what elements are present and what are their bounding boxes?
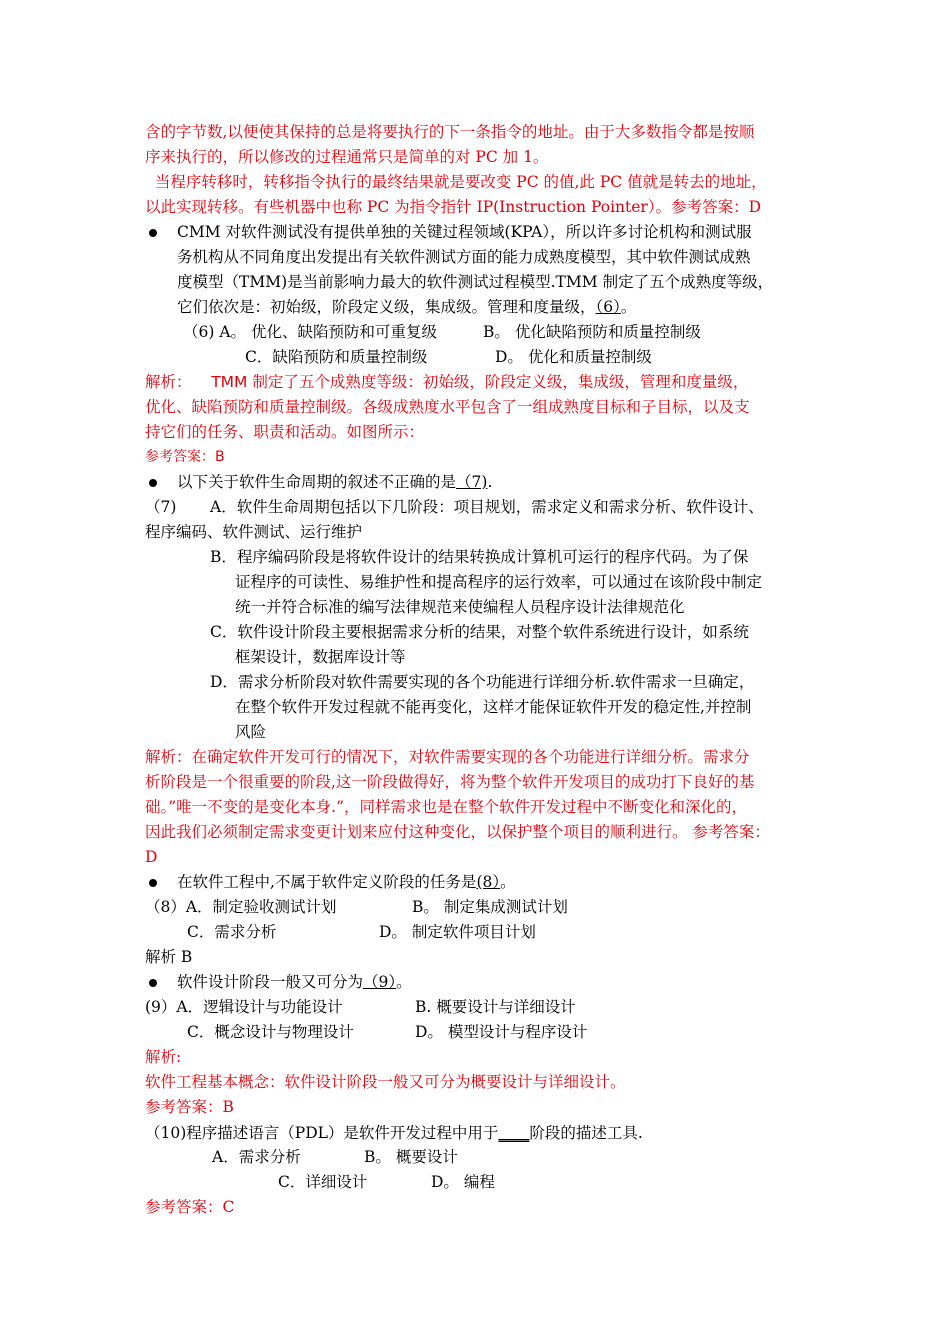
q8-blank: (8） bbox=[476, 873, 501, 891]
q7-blank: （7) bbox=[456, 473, 488, 491]
q6-option-b: B。 优化缺陷预防和质量控制级 bbox=[483, 323, 701, 341]
q8-analysis: 解析 B bbox=[145, 948, 193, 966]
q6-option-d: D。 优化和质量控制级 bbox=[495, 348, 652, 366]
bullet-icon bbox=[149, 879, 157, 887]
q7-option-b-line-3: 统一并符合标准的编写法律规范来使编程人员程序设计法律规范化 bbox=[235, 598, 685, 616]
q10-option-b: B。 概要设计 bbox=[364, 1148, 458, 1166]
q10-options-row-1 bbox=[145, 1145, 815, 1170]
q10-answer: 参考答案：C bbox=[145, 1198, 235, 1216]
q6-option-a: （6) A。 优化、缺陷预防和可重复级 bbox=[183, 323, 437, 341]
q9-stem-text: 软件设计阶段一般又可分为 bbox=[177, 973, 364, 991]
q6-analysis-line-1: 解析： TMM 制定了五个成熟度等级：初始级，阶段定义级，集成级，管理和度量级， bbox=[145, 373, 749, 391]
q6-stem-text-1: CMM 对软件测试没有提供单独的关键过程领域(KPA），所以许多讨论机构和测试服 bbox=[177, 223, 752, 241]
document-page bbox=[145, 120, 815, 1220]
q9-stem-line bbox=[145, 970, 815, 995]
q8-option-d: D。 制定软件项目计划 bbox=[379, 923, 536, 941]
q6-stem-line-1 bbox=[145, 220, 815, 245]
q6-analysis-line-3: 持它们的任务、职责和活动。如图所示： bbox=[145, 423, 425, 441]
q10-stem-end: 阶段的描述工具. bbox=[529, 1124, 643, 1142]
q6-analysis-line-2: 优化、缺陷预防和质量控制级。各级成熟度水平包含了一组成熟度目标和子目标，以及支 bbox=[145, 398, 750, 416]
q8-option-a: （8）A．制定验收测试计划 bbox=[145, 898, 337, 916]
q9-answer: 参考答案：B bbox=[145, 1098, 234, 1116]
q7-option-b-line-2: 证程序的可读性、易维护性和提高程序的运行效率，可以通过在该阶段中制定 bbox=[235, 573, 763, 591]
q10-options-row-2 bbox=[145, 1170, 815, 1195]
q6-stem-text-4: 它们依次是：初始级，阶段定义级，集成级。管理和度量级， bbox=[177, 298, 596, 316]
q8-stem-end: 。 bbox=[500, 873, 516, 891]
q9-analysis-label: 解析: bbox=[145, 1048, 182, 1066]
q10-option-d: D。 编程 bbox=[431, 1173, 495, 1191]
q7-option-c-line-1: C．软件设计阶段主要根据需求分析的结果，对整个软件系统进行设计，如系统 bbox=[210, 623, 749, 641]
q7-stem-line bbox=[145, 470, 815, 495]
q7-option-d-line-3: 风险 bbox=[235, 723, 267, 741]
q9-option-c: C．概念设计与物理设计 bbox=[187, 1023, 354, 1041]
q6-answer: 参考答案：B bbox=[145, 449, 225, 465]
bullet-icon bbox=[149, 229, 157, 237]
q6-blank: （6） bbox=[595, 298, 621, 316]
q8-stem-line bbox=[145, 870, 815, 895]
q9-option-a: (9）A．逻辑设计与功能设计 bbox=[145, 998, 343, 1016]
q9-stem-end: 。 bbox=[396, 973, 412, 991]
q9-analysis: 软件工程基本概念：软件设计阶段一般又可分为概要设计与详细设计。 bbox=[145, 1073, 626, 1091]
q9-option-b: B. 概要设计与详细设计 bbox=[415, 998, 576, 1016]
q7-analysis-line-5: D bbox=[145, 848, 158, 866]
q7-option-a-line-1 bbox=[145, 495, 815, 520]
intro-line-1: 含的字节数,以便使其保持的总是将要执行的下一条指令的地址。由于大多数指令都是按顺 bbox=[145, 123, 755, 141]
intro-line-2: 序来执行的，所以修改的过程通常只是简单的对 PC 加 1。 bbox=[145, 148, 549, 166]
q6-stem-line-4 bbox=[145, 295, 815, 320]
q9-options-row-2 bbox=[145, 1020, 815, 1045]
q7-option-c-line-2: 框架设计，数据库设计等 bbox=[235, 648, 406, 666]
q10-option-c: C．详细设计 bbox=[278, 1173, 368, 1191]
bullet-icon bbox=[149, 479, 157, 487]
q7-option-b-line-1: B．程序编码阶段是将软件设计的结果转换成计算机可运行的程序代码。为了保 bbox=[210, 548, 749, 566]
q8-options-row-2 bbox=[145, 920, 815, 945]
q9-blank: （9） bbox=[363, 973, 397, 991]
q6-stem-end: 。 bbox=[620, 298, 637, 316]
q7-analysis-line-1: 解析：在确定软件开发可行的情况下，对软件需要实现的各个功能进行详细分析。需求分 bbox=[145, 748, 750, 766]
q9-option-d: D。 模型设计与程序设计 bbox=[415, 1023, 588, 1041]
q7-stem-end: . bbox=[487, 473, 493, 491]
q6-option-c: C．缺陷预防和质量控制级 bbox=[245, 348, 428, 366]
q8-option-c: C．需求分析 bbox=[187, 923, 277, 941]
q8-options-row-1 bbox=[145, 895, 815, 920]
q7-option-a-text-1: A．软件生命周期包括以下几阶段：项目规划，需求定义和需求分析、软件设计、 bbox=[210, 498, 764, 516]
q6-stem-line-3: 度模型（TMM)是当前影响力最大的软件测试过程模型.TMM 制定了五个成熟度等级， bbox=[177, 273, 774, 291]
q7-analysis-line-3: 础。”唯一不变的是变化本身.”，同样需求也是在整个软件开发过程中不断变化和深化的， bbox=[145, 798, 748, 816]
q10-stem-line bbox=[145, 1120, 815, 1145]
q10-blank: ____ bbox=[498, 1123, 530, 1142]
q6-options-row-2 bbox=[145, 345, 815, 370]
q10-option-a: A．需求分析 bbox=[212, 1148, 301, 1166]
q7-number: （7) bbox=[145, 498, 177, 516]
q7-analysis-line-2: 析阶段是一个很重要的阶段,这一阶段做得好，将为整个软件开发项目的成功打下良好的基 bbox=[145, 773, 755, 791]
q6-options-row-1 bbox=[145, 320, 815, 345]
q8-option-b: B。 制定集成测试计划 bbox=[412, 898, 568, 916]
intro-line-4: 以此实现转移。有些机器中也称 PC 为指令指针 IP(Instruction Pointer）。参考答案：D bbox=[145, 198, 762, 216]
intro-line-3: 当程序转移时，转移指令执行的最终结果就是要改变 PC 的值,此 PC 值就是转去的地址， bbox=[145, 173, 767, 191]
q6-stem-line-2: 务机构从不同角度出发提出有关软件测试方面的能力成熟度模型，其中软件测试成熟 bbox=[177, 248, 751, 266]
q7-option-a-line-2: 程序编码、软件测试、运行维护 bbox=[145, 523, 363, 541]
q7-analysis-line-4: 因此我们必须制定需求变更计划来应付这种变化，以保护整个项目的顺利进行。 参考答案： bbox=[145, 823, 770, 841]
q10-stem-text: （10)程序描述语言（PDL）是软件开发过程中用于 bbox=[145, 1124, 499, 1142]
q7-stem-text: 以下关于软件生命周期的叙述不正确的是 bbox=[177, 473, 457, 491]
q7-option-d-line-2: 在整个软件开发过程就不能再变化，这样才能保证软件开发的稳定性,并控制 bbox=[235, 698, 752, 716]
bullet-icon bbox=[149, 979, 157, 987]
q9-options-row-1 bbox=[145, 995, 815, 1020]
q7-option-d-line-1: D．需求分析阶段对软件需要实现的各个功能进行详细分析.软件需求一旦确定， bbox=[210, 673, 755, 691]
q8-stem-text: 在软件工程中,不属于软件定义阶段的任务是 bbox=[177, 873, 477, 891]
